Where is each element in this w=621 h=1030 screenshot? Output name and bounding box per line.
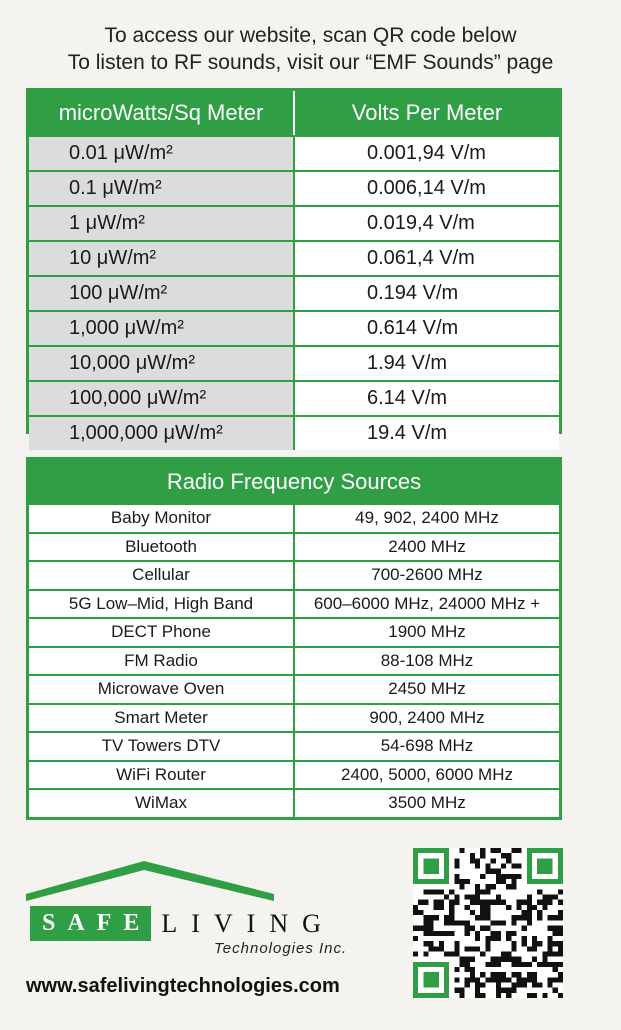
frequency-cell: 600–6000 MHz, 24000 MHz + bbox=[293, 591, 559, 618]
logo-wordmark bbox=[30, 906, 335, 941]
frequency-cell: 700-2600 MHz bbox=[293, 562, 559, 589]
power-density-cell: 0.01 μW/m² bbox=[29, 137, 293, 170]
source-cell: 5G Low–Mid, High Band bbox=[29, 591, 293, 618]
frequency-cell: 3500 MHz bbox=[293, 790, 559, 817]
frequency-cell: 1900 MHz bbox=[293, 619, 559, 646]
table-row bbox=[29, 646, 559, 675]
table-row bbox=[29, 380, 559, 415]
safe-living-logo bbox=[26, 856, 396, 966]
field-strength-cell: 0.061,4 V/m bbox=[293, 242, 559, 275]
table-row bbox=[29, 135, 559, 170]
power-density-cell: 0.1 μW/m² bbox=[29, 172, 293, 205]
field-strength-cell: 0.001,94 V/m bbox=[293, 137, 559, 170]
table-row bbox=[29, 170, 559, 205]
table-row bbox=[29, 532, 559, 561]
field-strength-cell: 0.194 V/m bbox=[293, 277, 559, 310]
table-row bbox=[29, 731, 559, 760]
frequency-cell: 2450 MHz bbox=[293, 676, 559, 703]
field-strength-cell: 6.14 V/m bbox=[293, 382, 559, 415]
intro-line-1: To access our website, scan QR code below bbox=[104, 24, 517, 47]
field-strength-cell: 19.4 V/m bbox=[293, 417, 559, 450]
table-row bbox=[29, 415, 559, 450]
source-cell: DECT Phone bbox=[29, 619, 293, 646]
source-cell: Microwave Oven bbox=[29, 676, 293, 703]
source-cell: FM Radio bbox=[29, 648, 293, 675]
field-strength-cell: 0.019,4 V/m bbox=[293, 207, 559, 240]
frequency-cell: 49, 902, 2400 MHz bbox=[293, 505, 559, 532]
power-density-cell: 1,000 μW/m² bbox=[29, 312, 293, 345]
roof-logo-icon bbox=[26, 856, 276, 906]
rf-sources-table bbox=[26, 457, 562, 820]
table-row bbox=[29, 310, 559, 345]
source-cell: Cellular bbox=[29, 562, 293, 589]
field-strength-cell: 0.614 V/m bbox=[293, 312, 559, 345]
source-cell: Bluetooth bbox=[29, 534, 293, 561]
logo-tagline: Technologies Inc. bbox=[214, 940, 348, 957]
table-row bbox=[29, 275, 559, 310]
logo-word-safe: SAFE bbox=[30, 906, 151, 941]
units-table-header bbox=[29, 91, 559, 135]
units-conversion-table bbox=[26, 88, 562, 444]
table-row bbox=[29, 240, 559, 275]
power-density-cell: 100 μW/m² bbox=[29, 277, 293, 310]
frequency-cell: 54-698 MHz bbox=[293, 733, 559, 760]
power-density-cell: 10,000 μW/m² bbox=[29, 347, 293, 380]
table-row bbox=[29, 345, 559, 380]
table-row bbox=[29, 674, 559, 703]
source-cell: Smart Meter bbox=[29, 705, 293, 732]
logo-word-living: LIVING bbox=[161, 908, 335, 938]
power-density-cell: 1,000,000 μW/m² bbox=[29, 417, 293, 450]
table-row bbox=[29, 760, 559, 789]
table-row bbox=[29, 703, 559, 732]
field-strength-cell: 0.006,14 V/m bbox=[293, 172, 559, 205]
frequency-cell: 900, 2400 MHz bbox=[293, 705, 559, 732]
source-cell: Baby Monitor bbox=[29, 505, 293, 532]
header-volts: Volts Per Meter bbox=[351, 100, 503, 125]
table-row bbox=[29, 617, 559, 646]
power-density-cell: 100,000 μW/m² bbox=[29, 382, 293, 415]
power-density-cell: 10 μW/m² bbox=[29, 242, 293, 275]
field-strength-cell: 1.94 V/m bbox=[293, 347, 559, 380]
frequency-cell: 88-108 MHz bbox=[293, 648, 559, 675]
table-row bbox=[29, 560, 559, 589]
source-cell: WiFi Router bbox=[29, 762, 293, 789]
frequency-cell: 2400 MHz bbox=[293, 534, 559, 561]
source-cell: TV Towers DTV bbox=[29, 733, 293, 760]
qr-code-icon[interactable] bbox=[413, 848, 563, 998]
intro-text bbox=[0, 22, 621, 76]
rf-table-title: Radio Frequency Sources bbox=[166, 468, 422, 494]
table-row bbox=[29, 589, 559, 618]
power-density-cell: 1 μW/m² bbox=[29, 207, 293, 240]
intro-line-2: To listen to RF sounds, visit our “EMF Sounds” page bbox=[67, 51, 554, 74]
frequency-cell: 2400, 5000, 6000 MHz bbox=[293, 762, 559, 789]
table-row bbox=[29, 205, 559, 240]
source-cell: WiMax bbox=[29, 790, 293, 817]
table-row bbox=[29, 788, 559, 817]
table-row bbox=[29, 503, 559, 532]
website-url[interactable]: www.safelivingtechnologies.com bbox=[26, 975, 340, 997]
header-microwatts: microWatts/Sq Meter bbox=[29, 91, 295, 135]
